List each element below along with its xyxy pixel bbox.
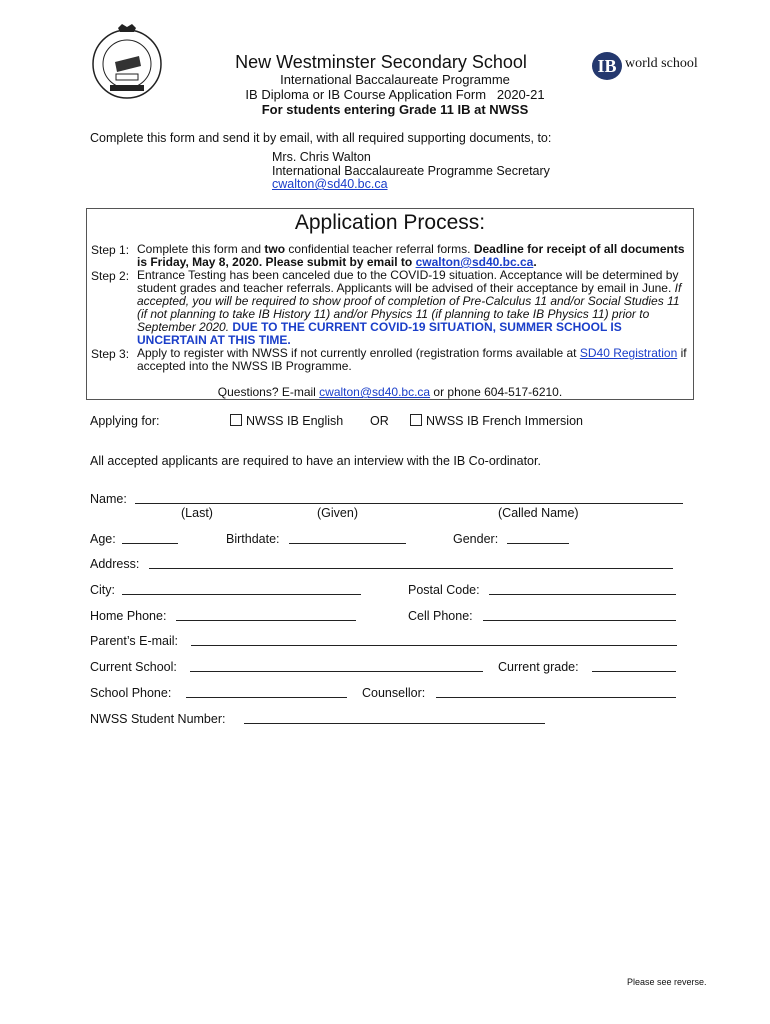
age-label: Age: <box>90 532 116 546</box>
process-title: Application Process: <box>294 211 486 234</box>
english-checkbox[interactable] <box>230 414 242 426</box>
ib-world-school-logo <box>592 52 712 80</box>
given-name-caption: (Given) <box>317 506 358 520</box>
step3-label: Step 3: <box>91 347 130 361</box>
option-english[interactable]: NWSS IB English <box>230 414 343 428</box>
french-checkbox[interactable] <box>410 414 422 426</box>
gender-field[interactable] <box>507 543 569 544</box>
called-name-caption: (Called Name) <box>498 506 579 520</box>
city-label: City: <box>90 583 115 597</box>
step3-text: Apply to register with NWSS if not currently enrolled (registration forms available at SD40 Registration if accepted into the NWSS IB Programme. <box>137 346 687 373</box>
current-grade-label: Current grade: <box>498 660 579 674</box>
option-french[interactable]: NWSS IB French Immersion <box>410 414 583 428</box>
instruction-text: Complete this form and send it by email, with all required supporting documents, to: <box>90 131 552 145</box>
cell-phone-label: Cell Phone: <box>408 609 473 623</box>
contact-title: International Baccalaureate Programme Secretary <box>272 164 550 178</box>
application-process-box <box>86 208 694 400</box>
questions-line: Questions? E-mail cwalton@sd40.bc.ca or phone 604-517-6210. <box>217 385 563 399</box>
address-field[interactable] <box>149 568 673 569</box>
current-school-field[interactable] <box>190 671 483 672</box>
questions-email-link[interactable]: cwalton@sd40.bc.ca <box>319 385 431 399</box>
footer-note: Please see reverse. <box>627 977 707 987</box>
step2-text: Entrance Testing has been canceled due to the COVID-19 situation. Acceptance will be determined by student grades and teacher referrals. Applicants will be advised of their acceptance by email in June. If accepted, you will be required to show proof of completion of Pre-Calculus 11 and/or Social Studies 11 (if not planning to take IB History 11) and/or Physics 11 (if planning to take IB Physics 11) prior to September 2020. DUE TO THE CURRENT COVID-19 SITUATION, SUMMER SCHOOL IS UNCERTAIN AT THIS TIME. <box>137 268 682 347</box>
or-label: OR <box>370 414 389 428</box>
step1-label: Step 1: <box>91 243 130 257</box>
age-field[interactable] <box>122 543 178 544</box>
student-number-field[interactable] <box>244 723 545 724</box>
programme-name: International Baccalaureate Programme <box>280 72 510 87</box>
interview-note: All accepted applicants are required to have an interview with the IB Co-ordinator. <box>90 454 541 468</box>
name-field[interactable] <box>135 503 683 504</box>
parent-email-field[interactable] <box>191 645 677 646</box>
step1-email-link[interactable]: cwalton@sd40.bc.ca <box>415 255 534 269</box>
address-label: Address: <box>90 557 140 571</box>
counsellor-label: Counsellor: <box>362 686 426 700</box>
form-subtitle: For students entering Grade 11 IB at NWSS <box>261 102 529 117</box>
home-phone-field[interactable] <box>176 620 356 621</box>
contact-name: Mrs. Chris Walton <box>272 150 371 164</box>
current-grade-field[interactable] <box>592 671 676 672</box>
ib-logo-mark: IB <box>592 52 622 80</box>
name-label: Name: <box>90 492 127 506</box>
step2-label: Step 2: <box>91 269 130 283</box>
sd40-registration-link[interactable]: SD40 Registration <box>579 346 678 360</box>
contact-email-link[interactable]: cwalton@sd40.bc.ca <box>272 177 388 191</box>
postal-code-field[interactable] <box>489 594 676 595</box>
applying-for-label: Applying for: <box>90 414 160 428</box>
last-name-caption: (Last) <box>181 506 213 520</box>
step1-text: Complete this form and two confidential teacher referral forms. Deadline for receipt of all documents is Friday, May 8, 2020. Please submit by email to cwalton@sd40.bc.ca. <box>137 242 685 269</box>
counsellor-field[interactable] <box>436 697 676 698</box>
school-name: New Westminster Secondary School <box>235 52 527 72</box>
home-phone-label: Home Phone: <box>90 609 167 623</box>
current-school-label: Current School: <box>90 660 177 674</box>
birthdate-field[interactable] <box>289 543 406 544</box>
school-phone-label: School Phone: <box>90 686 172 700</box>
ib-logo-text: world school <box>625 56 698 71</box>
cell-phone-field[interactable] <box>483 620 676 621</box>
form-title: IB Diploma or IB Course Application Form 2020-21 <box>245 87 545 102</box>
city-field[interactable] <box>122 594 361 595</box>
parent-email-label: Parent’s E-mail: <box>90 634 178 648</box>
birthdate-label: Birthdate: <box>226 532 280 546</box>
school-phone-field[interactable] <box>186 697 347 698</box>
student-number-label: NWSS Student Number: <box>90 712 226 726</box>
gender-label: Gender: <box>453 532 499 546</box>
postal-code-label: Postal Code: <box>408 583 480 597</box>
